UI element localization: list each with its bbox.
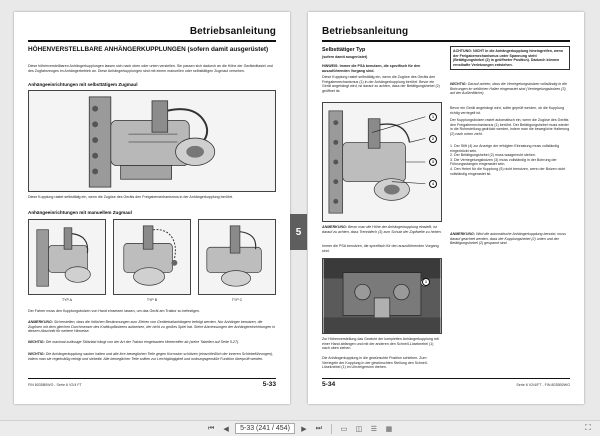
right-footer-code: Serie 6 V2/4/FT - FIN 8035B0WG	[516, 383, 570, 387]
viewer-toolbar	[0, 420, 600, 436]
wichtig-note-2	[28, 352, 276, 361]
continuous-view-icon[interactable]: ☰	[370, 425, 378, 433]
anmerkung-label-r2: ANMERKUNG:	[450, 232, 475, 236]
header-rule	[322, 40, 570, 42]
section-tab: 5	[290, 214, 307, 250]
fig2-title: Anhängeeinrichtungen mit manuellem Zugmaul	[28, 210, 132, 215]
anmerkung-mid	[322, 225, 442, 234]
right-page-number: 5-34	[322, 381, 336, 388]
callout-5: 1	[422, 278, 430, 286]
next-page-icon[interactable]: ▶	[301, 425, 307, 433]
type-b-label: TYP B	[146, 298, 158, 302]
left-page	[14, 12, 290, 404]
para-mid: Immer die PSA benutzen, die spezifisch für den auszuführenden Vorgang sind.	[322, 244, 439, 253]
type-a-label: TYP A	[61, 298, 73, 302]
fig1-title: Anhängeeinrichtungen mit selbsttätigem Zugmaul	[28, 82, 138, 87]
automatic-hitch-figure	[322, 102, 442, 222]
self-latching-hitch-figure	[28, 90, 276, 192]
achtung-box: ACHTUNG: NICHT in die Anhängerkupplung hineingreifen, wenn der Freigabemechanismus unter Spannung steht (Betätigungshebel (2) in geöffneter Position). Dadurch können ernsthafte Verletzungen entstehen.	[450, 46, 570, 70]
para-r1: Bevor ein Gerät angehängt wird, sollte geprüft werden, ob die Kupplung richtig verriegelt ist.	[450, 106, 565, 115]
hitch-type-b-figure	[113, 219, 191, 295]
wichtig-label-right: WICHTIG:	[450, 82, 467, 86]
two-page-view-icon[interactable]: ◫	[355, 425, 363, 433]
left-page-header: Betriebsanleitung	[189, 26, 276, 37]
callout-1: 1	[429, 113, 437, 121]
hinweis-note: HINWEIS: Immer die PSA benutzen, die spezifisch für den auszuführenden Vorgang sind.	[322, 64, 421, 73]
left-page-footer	[28, 378, 276, 390]
single-page-view-icon[interactable]: ▭	[340, 425, 348, 433]
hitch-type-c-figure	[198, 219, 276, 295]
callout-4: 4	[429, 180, 437, 188]
subtitle: Selbsttätiger Typ	[322, 47, 366, 53]
right-page-header: Betriebsanleitung	[322, 26, 409, 37]
header-rule	[28, 40, 276, 42]
tractor-rear-figure	[322, 258, 442, 334]
section-title: HÖHENVERSTELLBARE ANHÄNGERKUPPLUNGEN (sofern damit ausgerüstet)	[28, 46, 269, 53]
last-page-icon[interactable]: ⏭	[315, 424, 323, 432]
after-types-paragraph: Der Fahrer muss den Kupplungsbolzen von Hand einsetzen lassen, um das Gerät am Traktor zu befestigen.	[28, 309, 200, 313]
fig1-caption: Diese Kupplung rastet selbsttätig ein, wenn die Zugöse des Geräts den Freigabemechanismus in der Anhängerkupplung berührt.	[28, 195, 233, 199]
anmerkung-text: Sicherstellen, dass die örtlichen Bestimmungen zum Ziehen von Gerätetrailanhängern befolgt werden. Nur Anhänger benutzen, die Zugösen mit dem gleichen Durchmesser des Kraftkupfbolzens aufweisen, der nicht zu großes Spiel hat. Siehe Abmessungen der Anhängereinrichtungen in diesem Abschnitt für weitere Hinweise.	[28, 320, 276, 334]
para-r2: Der Kupplungsbolzen rastet automatisch ein, wenn die Zugöse des Geräts den Freigabemechanismus (1) berührt. Der Betätigungshebel muss wieder in die Ruhestellung gedrückt werden, indem man die bewegliche Halterung (2) nach unten zieht.	[450, 118, 570, 136]
callout-2: 2	[429, 135, 437, 143]
grid-view-icon[interactable]: ▦	[385, 425, 393, 433]
left-footer-code: FIN 8035B0WG - Serie 6 V2/4 FT	[28, 383, 82, 387]
toolbar-divider	[331, 424, 332, 434]
right-page-footer	[322, 378, 570, 390]
type-c-label: TYP C	[231, 298, 243, 302]
bottom-para-1: Zur Höhenverstellung das Gewicht der kompletten Anhängerkupplung mit einer Hand abfangen und mit der anderen den Schnell-Löseknebel (1) nach oben ziehen.	[322, 337, 439, 351]
anmerkung-label: ANMERKUNG:	[28, 320, 53, 324]
right-page	[308, 12, 584, 404]
page-number-field[interactable]: 5-33 (241 / 454)	[235, 423, 295, 434]
intro-paragraph: Diese höhenverstellbaren Anhängerkupplungen lassen sich nach oben oder unten verstellen. Sie passen sich dadurch an die Höhe der Geräteditasiel und des Zugfahrzeuges im Anhängerbetrieb an. Diese Anhängerkupplungen sind mit einem manuellen oder selbsttätigen Zugmaul versehen.	[28, 64, 273, 73]
list-item: 3. Die Verriegelungsbolzen (3) muss vollständig in der Bohrung der Führungsstangen eingerastet sein.	[450, 157, 557, 167]
subtitle-2: (sofern damit ausgerüstet)	[322, 55, 368, 59]
callout-3: 3	[429, 158, 437, 166]
wichtig-text-1: Die maximal zulässige Stützlast hängt von der Art der Traktor eingebauten Hinterreifen ab (siehe Tabellen auf Seite 5-27).	[45, 340, 240, 344]
wichtig-note-right	[450, 82, 570, 96]
wichtig-label-2: WICHTIG:	[28, 352, 45, 356]
wichtig-text-2: Die Anhängerkupplung sauber halten und alle ihre beweglichen Teile gegen Korrosion schützen (einschließlich der inneren Schiebeführungen), indem man sie regelmäßig reinigt und siebelbt. Alle beweglichen Teile sollten zur Leichtgängigkeit und ordnungsgemäße Funktion überprüft werden.	[28, 352, 274, 361]
check-list	[450, 144, 570, 176]
anmerkung-note	[28, 320, 276, 334]
wichtig-note-1	[28, 340, 276, 345]
wichtig-text-right: Darauf achten, dass die Verriegelungsbolzen vollständig in die Bohrungen im seitlichen Halter eingerastet sind (Verriegelungsbolzen (3) auf der Außenfläche).	[450, 82, 567, 96]
list-item: 2. Der Betätigungshebel (2) muss waagerecht stehen.	[450, 153, 536, 158]
list-item: 4. Den Hebel für die Kupplung (5) nicht benutzen, wenn der Bolzen nicht vollständig eingerastet ist.	[450, 166, 566, 176]
anmerkung-mid-text: Bevor man die Höhe der Anhängerkupplung einstellt, ist darauf zu achten, dass Trennblech (3) zum Schutz der Zapfwelle zu heben.	[322, 225, 442, 234]
anmerkung-right-2	[450, 232, 570, 246]
anmerkung-r2-text: Wird die automatische Anhängerkupplung benutzt, muss darauf geachtet werden, dass der Kupplungshebel (2) unten und der Betätigungshebel (2) gespannt sind.	[450, 232, 566, 246]
left-page-number: 5-33	[262, 381, 276, 388]
anmerkung-label-mid: ANMERKUNG:	[322, 225, 347, 229]
wichtig-label-1: WICHTIG:	[28, 340, 45, 344]
previous-page-icon[interactable]: ◀	[223, 425, 229, 433]
para-1: Diese Kupplung rastet selbsttätig ein, wenn die Zugöse des Geräts den Freigabemechanismus (1) in der Anhängerkupplung berührt. Bevor ein Gerät angehängt wird, ist darauf zu achten, dass der Betätigungshebel (2) geöffnet ist.	[322, 75, 440, 93]
first-page-icon[interactable]: ⏮	[207, 424, 215, 432]
bottom-para-2: Die Anhängerkupplung in die gewünschte Position schieben. Zum Verriegeln der Kupplung in der gewünschten Stellung den Schnell-Löseknebel (1) im Uhrzeigersinn drehen.	[322, 356, 428, 370]
list-item: 1. Der Stift (4) zur Anzeige der erfolgten Einrastung muss vollständig eingedrückt sein.	[450, 144, 560, 153]
hitch-type-a-figure	[28, 219, 106, 295]
fullscreen-icon[interactable]: ⛶	[585, 423, 591, 432]
